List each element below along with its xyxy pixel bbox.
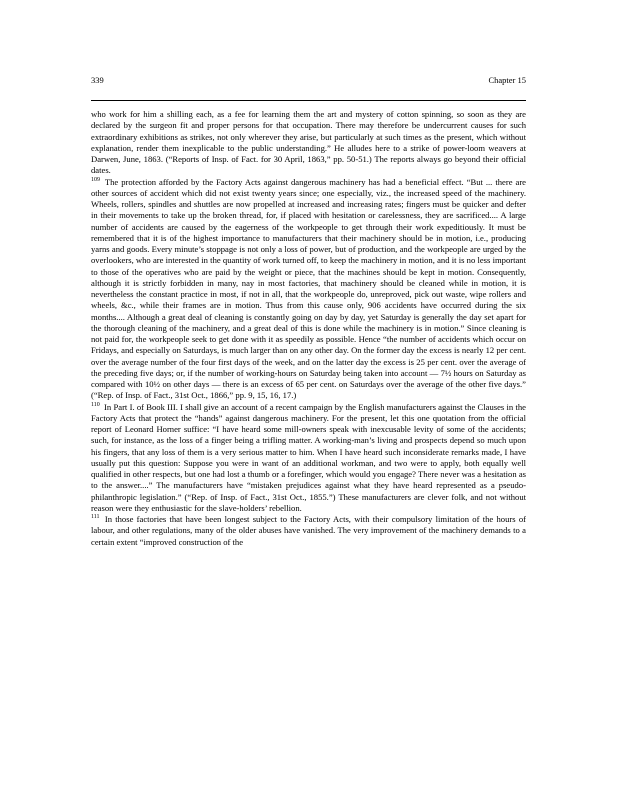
- chapter-label: Chapter 15: [488, 75, 526, 85]
- footnote-body: In Part I. of Book III. I shall give an account of a recent campaign by the English manufacturers against the Clauses in the Factory Acts that protect the “hands” against dangerous machinery. For the present, let this one quotation from the official report of Leonard Horner suffice: “I have heard some mill-owners speak with inexcusable levity of some of the accidents; such, for instance, as the loss of a finger being a trifling matter. A working-man’s living and prospects depend so much upon his fingers, that any loss of them is a very serious matter to him. When I have heard such inconsiderate remarks made, I have usually put this question: Suppose you were in want of an additional workman, and two were to apply, both equally well qualified in other respects, but one had lost a thumb or a forefinger, which would you engage? There never was a hesitation as to the answer....” The manufacturers have “mistaken prejudices against what they have heard represented as a pseudo-philanthropic legislation.” (“Rep. of Insp. of Fact., 31st Oct., 1855.”) These manufacturers are clever folk, and not without reason were they enthusiastic for the slave-holders’ rebellion.: [91, 401, 526, 513]
- footnote-continuation: [91, 109, 526, 177]
- page-number: 339: [91, 75, 104, 85]
- footnote-109: [91, 177, 526, 402]
- footnote-110: [91, 402, 526, 515]
- footnote-body: In those factories that have been longest subject to the Factory Acts, with their compulsory limitation of the hours of labour, and other regulations, many of the older abuses have vanished. The very improvement of the machinery demands to a certain extent “improved construction of the: [91, 514, 526, 547]
- footnote-number: 110: [91, 401, 100, 408]
- footnote-number: 109: [91, 176, 100, 183]
- footnote-number: 111: [91, 514, 100, 520]
- footnote-body: who work for him a shilling each, as a fee for learning them the art and mystery of cotton spinning, so soon as they are declared by the surgeon fit and proper persons for that occupation. There may therefore be undercurrent causes for such extraordinary exhibitions as strikes, not only wherever they arise, but particularly at such times as the present, which without explanation, render them inexplicable to the public understanding.” He alludes here to a strike of power-loom weavers at Darwen, June, 1863. (“Reports of Insp. of Fact. for 30 April, 1863,” pp. 50-51.) The reports always go beyond their official dates.: [91, 109, 526, 176]
- footnote-body: The protection afforded by the Factory Acts against dangerous machinery has had a beneficial effect. “But ... there are other sources of accident which did not exist twenty years since; one especially, viz., the increased speed of the machinery. Wheels, rollers, spindles and shuttles are now propelled at increased and increasing rates; fingers must be quicker and defter in their movements to take up the broken thread, for, if placed with hesitation or carelessness, they are sacrificed.... A large number of accidents are caused by the eagerness of the workpeople to get through their work expeditiously. It must be remembered that it is of the highest importance to manufacturers that their machinery should be in motion, i.e., producing yarns and goods. Every minute’s stoppage is not only a loss of power, but of production, and the workpeople are urged by the overlookers, who are interested in the quantity of work turned off, to keep the machinery in motion, and it is no less important to those of the operatives who are paid by the weight or piece, that the machines should be kept in motion. Consequently, although it is strictly forbidden in many, nay in most factories, that machinery should be cleaned while in motion, it is nevertheless the constant practice in most, if not in all, that the workpeople do, unreproved, pick out waste, wipe rollers and wheels, &c., while their frames are in motion. Thus from this cause only, 906 accidents have occurred during the six months.... Although a great deal of cleaning is constantly going on day by day, yet Saturday is generally the day set apart for the thorough cleaning of the machinery, and a great deal of this is done while the machinery is in motion.” Since cleaning is not paid for, the workpeople seek to get done with it as speedily as possible. Hence “the number of accidents which occur on Fridays, and especially on Saturdays, is much larger than on any other day. On the former day the excess is nearly 12 per cent. over the average number of the four first days of the week, and on the latter day the excess is 25 per cent. over the average of the preceding five days; or, if the number of working-hours on Saturday being taken into account — 7½ hours on Saturday as compared with 10½ on other days — there is an excess of 65 per cent. on Saturdays over the average of the other five days.” (“Rep. of Insp. of Fact., 31st Oct., 1866,” pp. 9, 15, 16, 17.): [91, 176, 526, 401]
- footnote-text: [91, 109, 526, 548]
- footnote-111: [91, 514, 526, 548]
- header-rule: [91, 100, 526, 101]
